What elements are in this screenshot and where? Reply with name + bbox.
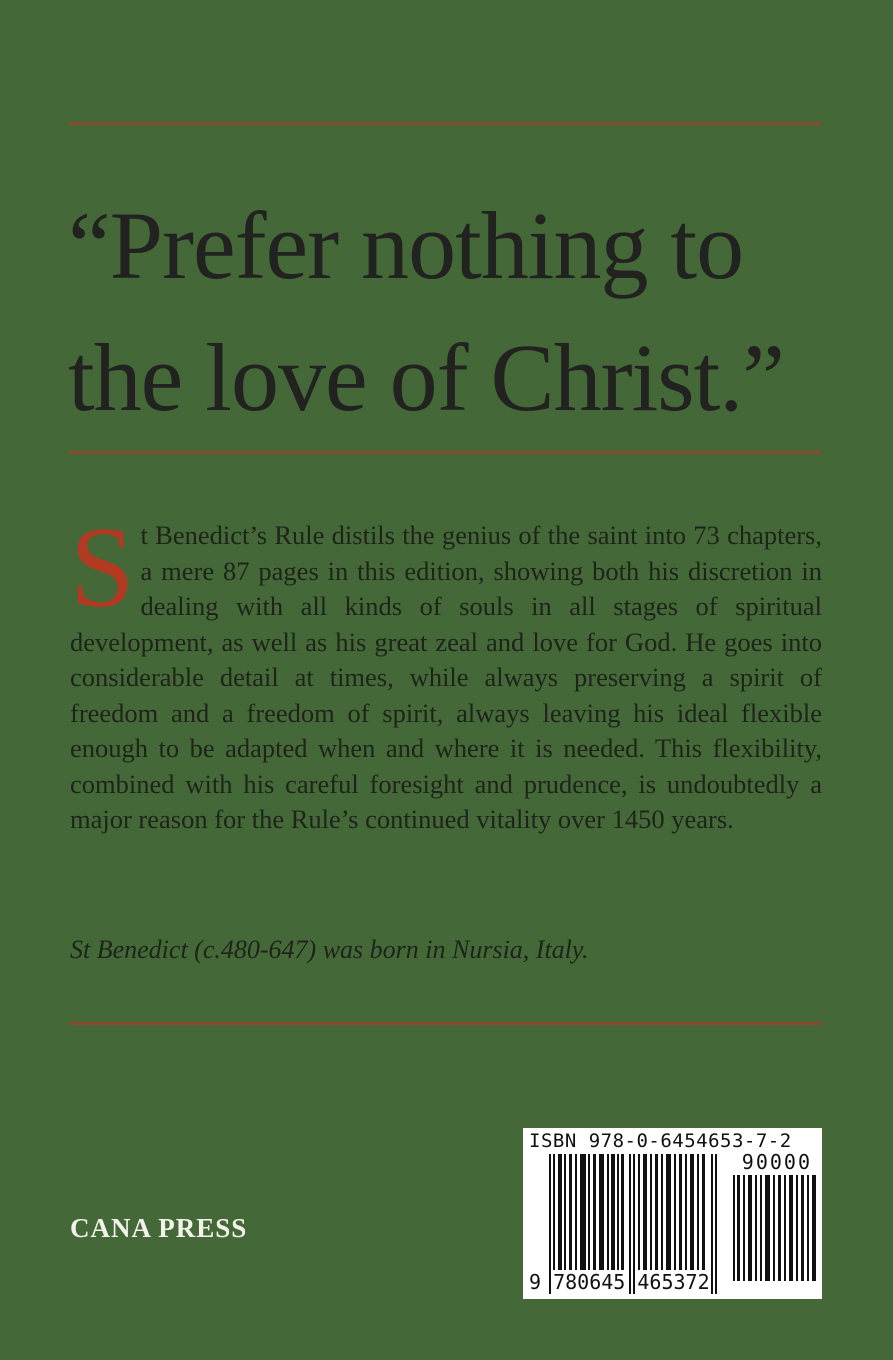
ean-group-2: 465372 bbox=[637, 1270, 710, 1294]
top-rule bbox=[70, 122, 822, 125]
pull-quote-line-2: the love of Christ.” bbox=[68, 324, 784, 431]
author-bio: St Benedict (c.480-647) was born in Nursia, Italy. bbox=[70, 935, 589, 964]
price-code: 90000 bbox=[741, 1150, 812, 1174]
blurb-text: t Benedict’s Rule distils the genius of the saint into 73 chapters, a mere 87 pages in this edition, showing both his discretion in dealing with all kinds of souls in all stages of spiritual development, as well as his great zeal and love for God. He goes into considerable detail at times, while always preserving a spirit of freedom and a freedom of spirit, always leaving his ideal flexible enough to be adapted when and where it is needed. This flexibility, combined with his careful foresight and prudence, is undoubtedly a major reason for the Rule’s continued vitality over 1450 years. bbox=[70, 520, 822, 834]
bottom-rule bbox=[70, 1022, 822, 1025]
addon-bars-icon bbox=[733, 1175, 817, 1281]
ean-digits bbox=[529, 1270, 710, 1294]
middle-rule bbox=[70, 451, 822, 454]
pull-quote bbox=[68, 180, 838, 444]
isbn-barcode bbox=[523, 1128, 822, 1299]
publisher-name: CANA PRESS bbox=[70, 1213, 248, 1243]
drop-cap: S bbox=[70, 504, 135, 632]
blurb-paragraph bbox=[70, 504, 822, 838]
pull-quote-line-1: “Prefer nothing to bbox=[68, 192, 744, 299]
isbn-label: ISBN 978-0-6454653-7-2 bbox=[529, 1130, 792, 1152]
ean-group-1: 780645 bbox=[553, 1270, 626, 1294]
ean-first-digit: 9 bbox=[529, 1270, 542, 1294]
